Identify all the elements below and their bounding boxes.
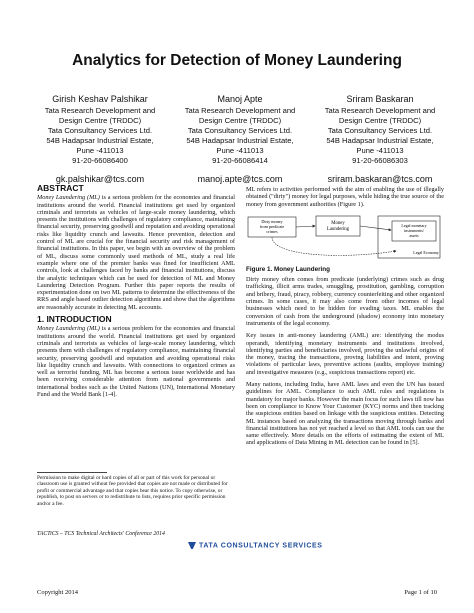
right-paragraph-4: Many nations, including India, have AML laws and even the UN has issued guidelines for AML. Compliance to such AML rules and regulations is mandatory for major banks. However the main focus for such laws till now has been on compliance to Know Your Customer (KYC) norms and then tracking the suspicious entities based on linkage with the suspicious entities. Detecting ML instances based on analyzing the transactions moving through banks and financial institutions has not yet reached a level so that AML tools can use the same effectively. More details on the efforts of estimating the extent of ML and applications of Data Mining in ML detection can be found in [5].	[246, 381, 444, 447]
author-address: Pune -411013	[216, 146, 264, 155]
author-name: Girish Keshav Palshikar	[52, 94, 148, 104]
abstract-term: Money Laundering (ML)	[37, 194, 100, 202]
right-paragraph-3: Key issues in anti-money laundering (AML) are: identifying the modus operandi, identifying monetary instruments and institutions involved, identifying parties and beneficiaries involved, proving the unlawful origins of the money, tracing the transactions, proving liabilities and intent, proving violations of particular laws, preventive actions (audits, employee training) and investigative measures (e.g., suspicious transactions report) etc.	[246, 332, 444, 376]
left-column	[37, 185, 235, 403]
author-org: Tata Consultancy Services Ltd.	[327, 126, 433, 135]
arrow-1	[296, 226, 315, 227]
ml-box-label-2: Laundering	[326, 226, 350, 232]
author-block	[30, 93, 450, 184]
author-address: 54B Hadapsar Industrial Estate,	[46, 136, 154, 145]
legal-instruments-label-3: assets	[409, 232, 419, 238]
author-phone: 91-20-66086414	[212, 156, 268, 165]
page-number: Page 1 of 10	[404, 589, 437, 596]
conference-name: TACTiCS – TCS Technical Architects' Conference 2014	[37, 531, 165, 537]
author-org: Tata Research Development and	[184, 106, 296, 115]
author-name: Sriram Baskaran	[346, 94, 414, 104]
right-paragraph-1: ML refers to activities performed with the aim of enabling the use of illegally obtained ("dirty") money for legal purposes, while hiding the true source of the money from government authorities (Figure 1).	[246, 186, 444, 208]
author-email[interactable]: gk.palshikar@tcs.com	[55, 174, 145, 184]
dirty-money-label-2: from predicate	[259, 223, 285, 229]
author-org: Tata Research Development and	[44, 106, 156, 115]
paper-title: Analytics for Detection of Money Laundering	[72, 52, 402, 69]
author-org: Tata Consultancy Services Ltd.	[47, 126, 153, 135]
arrow-2	[360, 226, 391, 230]
abstract-body: is a serious problem for the economies and financial institutions around the world. Financial institutions get used by organized criminals and terrorists as vehicles of large-scale money laundering, which presents the institutions with challenges of regulatory compliance, maintaining financial security, preserving goodwill and reputation and avoiding operational risks like liquidity crunch and lawsuits. Hence prevention, detection and control of ML are crucial for the financial security and risk management of financial institutions. In this paper, we begin with an overview of the problem of ML, discuss some commonly used methods of ML, study a real life example where one of the premier banks was fined for insufficient AML controls, look at challenges faced by banks and financial institutions, discuss the analytic techniques which can be used for detection of ML and Money Laundering Detection Program. Further this paper reports the results of experimentation done on two ML patterns to determine the effectiveness of the RRS and angle based outlier detection algorithms and show that the algorithms are reasonably accurate in detecting ML accounts.	[37, 194, 235, 311]
author-address: 54B Hadapsar Industrial Estate,	[186, 136, 294, 145]
legal-instruments-label-2: instruments/	[404, 227, 424, 233]
ml-box-label: Money	[331, 220, 345, 226]
author-3	[310, 93, 450, 184]
author-email[interactable]: sriram.baskaran@tcs.com	[327, 174, 433, 184]
legal-instruments-label: Legal monetary	[401, 222, 427, 228]
abstract-text	[37, 194, 235, 311]
right-column	[246, 186, 444, 452]
figure-1-caption: Figure 1. Money Laundering	[246, 265, 330, 273]
author-org: Design Centre (TRDDC)	[198, 116, 282, 125]
author-address: Pune -411013	[356, 146, 404, 155]
author-phone: 91-20-66086400	[72, 156, 128, 165]
arrow-3	[272, 237, 396, 255]
permission-footnote: Permission to make digital or hard copies of all or part of this work for personal or classroom use is granted without fee provided that copies are not made or distributed for profit or commercial advantage and that copies bear this notice. To copy otherwise, or republish, to post on servers or to redistribute to lists, requires prior specific permission and/or a fee.	[37, 475, 228, 507]
intro-text	[37, 325, 235, 398]
tcs-logo-icon	[188, 542, 196, 549]
author-org: Tata Consultancy Services Ltd.	[187, 126, 293, 135]
copyright-text: Copyright 2014	[37, 589, 78, 596]
author-org: Design Centre (TRDDC)	[338, 116, 422, 125]
footnote-divider	[37, 472, 107, 473]
author-2	[170, 93, 310, 184]
intro-body: is a serious problem for the economies and financial institutions around the world. Financial institutions get used by organized criminals and terrorists as vehicles of large-scale money laundering, which presents them with challenges of regulatory compliance, maintaining financial security, preserving goodwill and reputation and avoiding operational risks like liquidity crunch and lawsuits. With connections to organized crimes as well as terrorist funding, ML has become a serious issue worldwide and has been receiving considerable attention from national governments and international bodies such as the United Nations (UN), International Monetary Fund and the World Bank [1-4].	[37, 325, 235, 399]
author-1	[30, 93, 170, 184]
intro-term: Money Laundering (ML)	[37, 325, 100, 333]
author-name: Manoj Apte	[217, 94, 263, 104]
tcs-logo	[188, 542, 323, 549]
money-laundering-box	[316, 216, 360, 236]
author-address: Pune -411013	[76, 146, 124, 155]
intro-heading: 1. INTRODUCTION	[37, 314, 112, 325]
author-org: Tata Research Development and	[324, 106, 436, 115]
legal-economy-label: Legal Economy	[413, 249, 439, 255]
author-address: 54B Hadapsar Industrial Estate,	[326, 136, 434, 145]
money-laundering-diagram	[246, 213, 444, 263]
dirty-money-label-3: crimes	[266, 228, 278, 234]
right-paragraph-2: Dirty money often comes from predicate (underlying) crimes such as drug trafficking, illicit arms trades, smuggling, prostitution, gambling, corruption and bribery, fraud, piracy, robbery, currency counterfeiting and other organized crimes. In some cases, it may also come from other incomes of legal businesses which need to be hidden for evading taxes. ML enables the conversion of cash from the underground (shadow) economy into monetary instruments of the legal economy.	[246, 276, 444, 327]
author-phone: 91-20-66086303	[352, 156, 408, 165]
figure-1-diagram	[246, 213, 444, 263]
dirty-money-label: Dirty money	[261, 218, 283, 224]
abstract-heading: ABSTRACT	[37, 183, 84, 193]
logo-text: TATA CONSULTANCY SERVICES	[199, 542, 323, 550]
author-email[interactable]: manoj.apte@tcs.com	[197, 174, 283, 184]
author-org: Design Centre (TRDDC)	[58, 116, 142, 125]
